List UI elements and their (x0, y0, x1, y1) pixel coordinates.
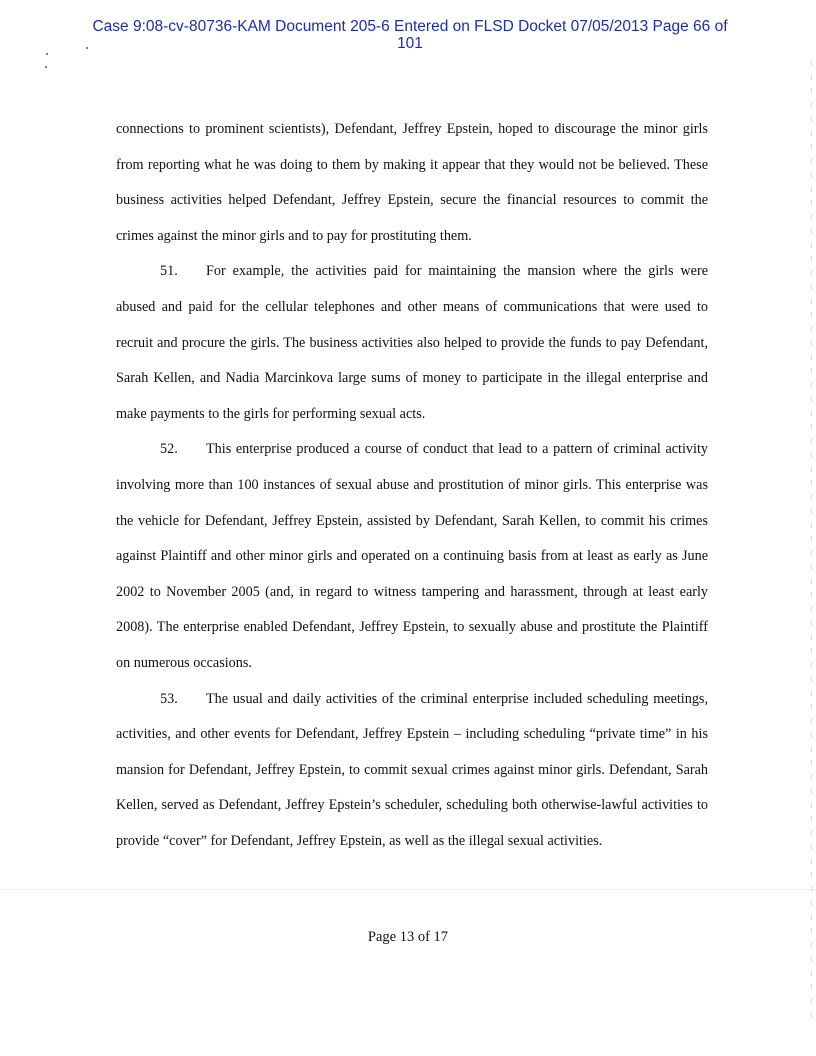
paragraph-text: For example, the activities paid for maintaining the mansion where the girls were abused and paid for the cellular telephones and other means of communications that were used to recruit and procure the girls. The business activities also helped to provide the funds to pay Defendant, Sarah Kellen, and Nadia Marcinkova large sums of money to participate in the illegal enterprise and make payments to the girls for performing sexual acts. (116, 263, 708, 422)
docket-header-line-1: Case 9:08-cv-80736-KAM Document 205-6 Entered on FLSD Docket 07/05/2013 Page 66 of (92, 18, 728, 35)
page-number: Page 13 of 17 (367, 929, 449, 945)
paragraph-number: 51. (160, 263, 178, 280)
page-divider (0, 889, 816, 890)
scan-speck (46, 53, 48, 55)
paragraph-52 (116, 432, 708, 681)
paragraph-53 (116, 682, 708, 860)
paragraph-number: 52. (160, 441, 178, 458)
scan-speck (45, 66, 47, 68)
document-body (116, 112, 708, 859)
scan-speck (86, 47, 88, 49)
scan-edge-mark (811, 60, 812, 1020)
paragraph-51 (116, 254, 708, 432)
paragraph-text: This enterprise produced a course of conduct that lead to a pattern of criminal activity involving more than 100 instances of sexual abuse and prostitution of minor girls. This enterprise was the vehicle for Defendant, Jeffrey Epstein, assisted by Defendant, Sarah Kellen, to commit his crimes against Plaintiff and other minor girls and operated on a continuing basis from at least as early as June 2002 to November 2005 (and, in regard to witness tampering and harassment, through at least early 2008). The enterprise enabled Defendant, Jeffrey Epstein, to sexually abuse and prostitute the Plaintiff on numerous occasions. (116, 441, 708, 671)
docket-header (60, 18, 760, 52)
paragraph-number: 53. (160, 690, 178, 707)
continuation-paragraph: connections to prominent scientists), Defendant, Jeffrey Epstein, hoped to discourage the minor girls from reporting what he was doing to them by making it appear that they would not be believed. These business activities helped Defendant, Jeffrey Epstein, secure the financial resources to commit the crimes against the minor girls and to pay for prostituting them. (116, 121, 708, 244)
paragraph-text: The usual and daily activities of the criminal enterprise included scheduling meetings, activities, and other events for Defendant, Jeffrey Epstein – including scheduling “private time” in his mansion for Defendant, Jeffrey Epstein, to commit sexual crimes against minor girls. Defendant, Sarah Kellen, served as Defendant, Jeffrey Epstein’s scheduler, scheduling both otherwise-lawful activities to provide “cover” for Defendant, Jeffrey Epstein, as well as the illegal sexual activities. (116, 690, 708, 849)
docket-header-line-2: 101 (397, 35, 423, 52)
